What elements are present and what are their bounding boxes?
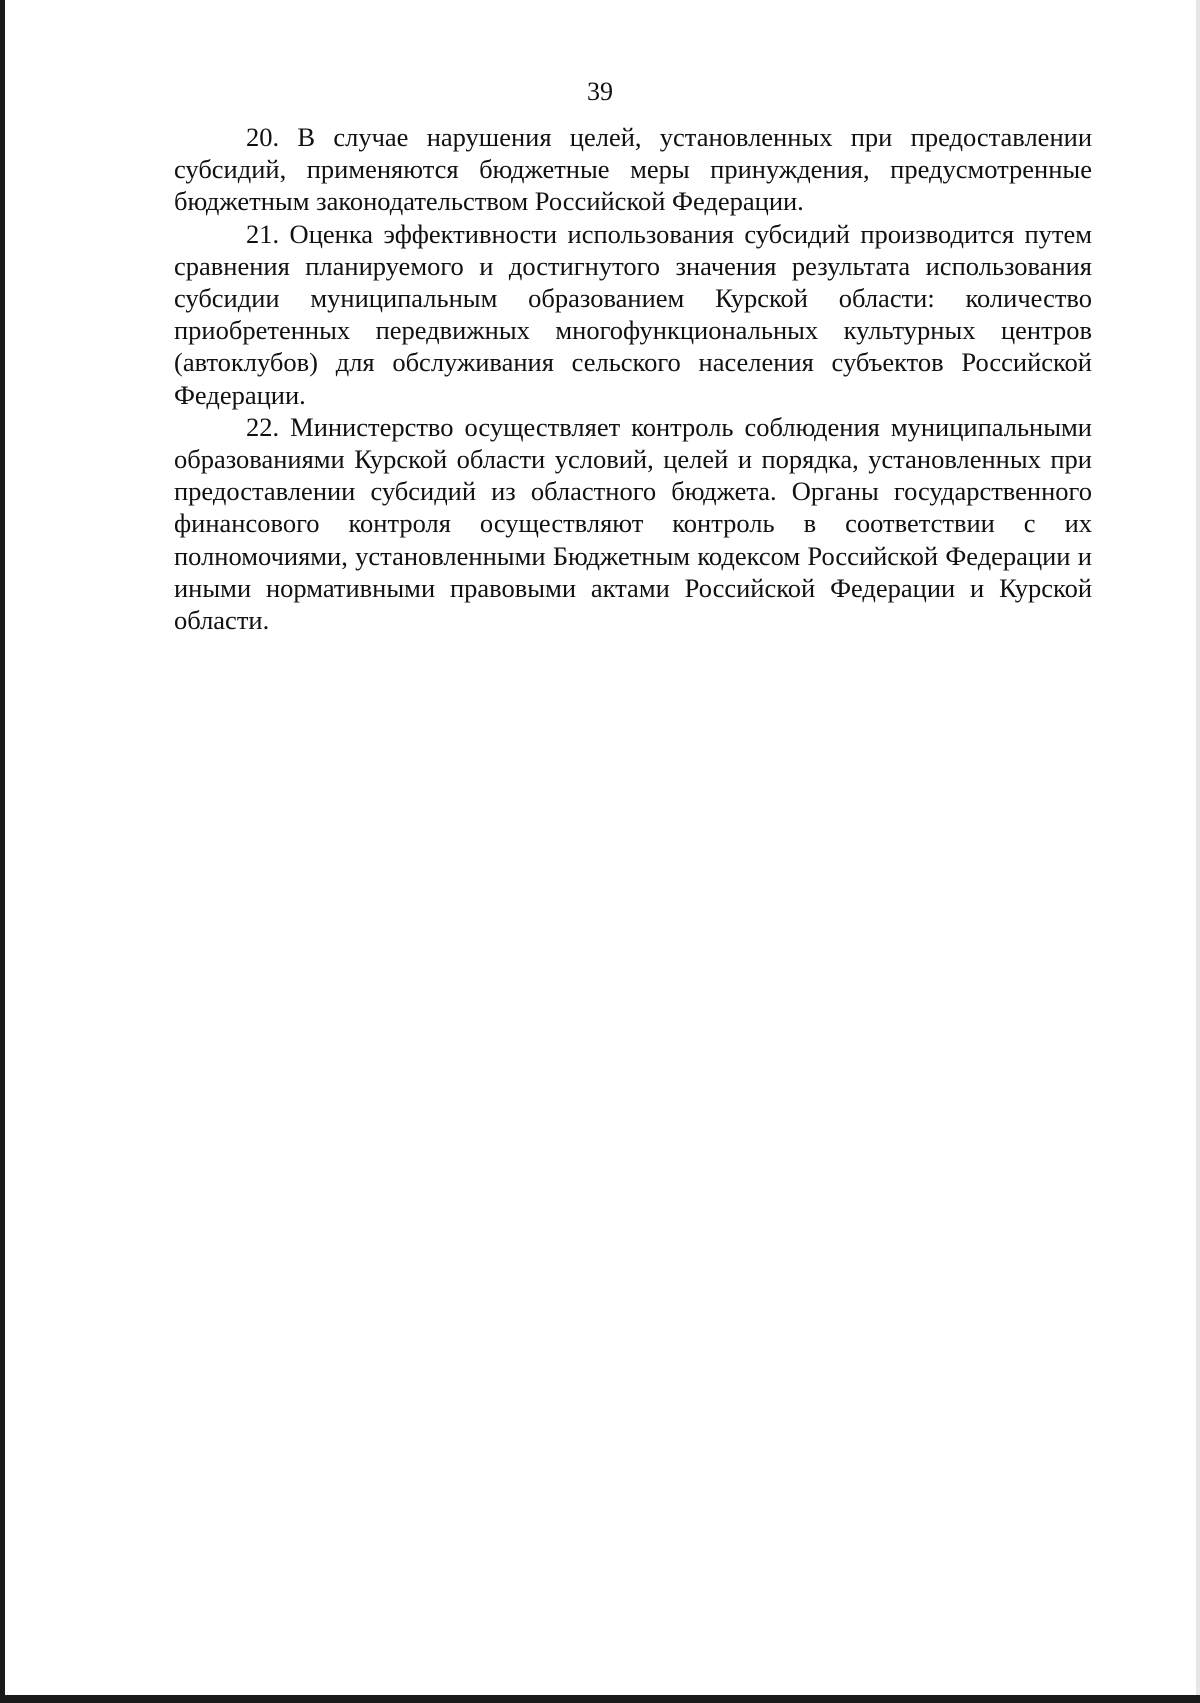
scan-border-bottom [0,1695,1200,1703]
paragraph-20: 20. В случае нарушения целей, установленных при предоставлении субсидий, применяются бюджетные меры принуждения, предусмотренные бюджетным законодательством Российской Федерации. [174,122,1092,217]
document-body [174,121,1092,636]
scan-border-right [1196,0,1200,1703]
paragraph-22: 22. Министерство осуществляет контроль соблюдения муниципальными образованиями Курской области условий, целей и порядка, установленных при предоставлении субсидий из областного бюджета. Органы государственного финансового контроля осуществляют контроль в соответствии с их полномочиями, установленными Бюджетным кодексом Российской Федерации и иными нормативными правовыми актами Российской Федерации и Курской области. [174,411,1092,636]
page-number: 39 [587,77,613,106]
paragraph-21: 21. Оценка эффективности использования субсидий производится путем сравнения планируемого и достигнутого значения результата использования субсидии муниципальным образованием Курской области: количество приобретенных передвижных многофункциональных культурных центров (автоклубов) для обслуживания сельского населения субъектов Российской Федерации. [174,218,1092,410]
scan-border-left [0,0,5,1703]
